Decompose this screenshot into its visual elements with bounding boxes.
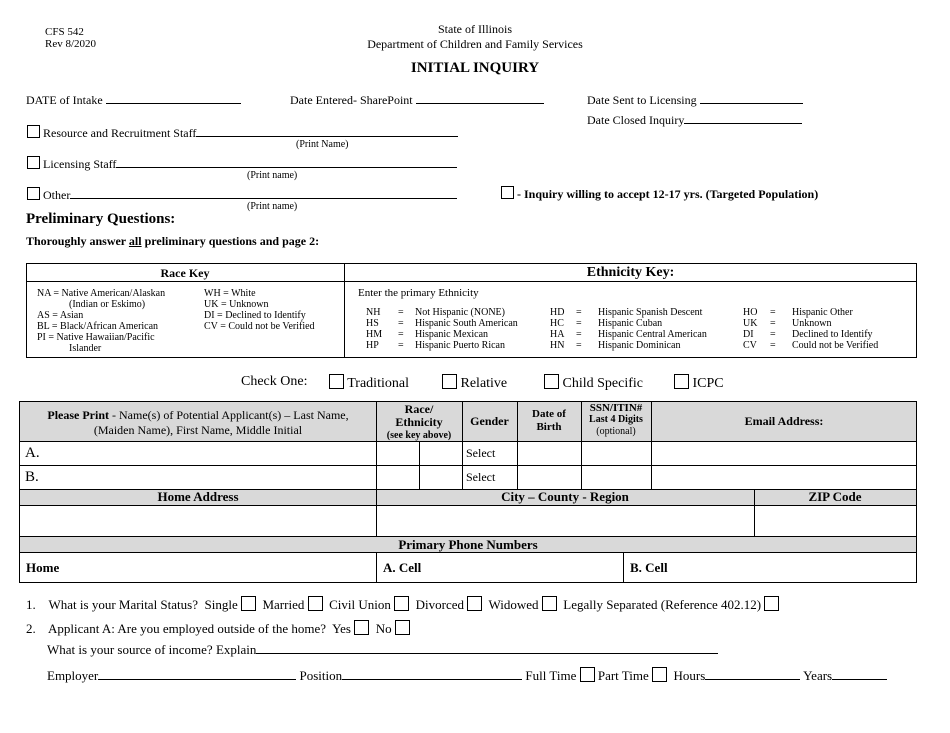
resource-staff-field[interactable] [196,124,458,137]
civil-union-label: Civil Union [329,597,391,612]
form-number: CFS 542 [45,26,84,38]
child-specific-checkbox[interactable] [544,374,559,389]
full-time-label: Full Time [525,668,577,683]
years-label: Years [803,668,833,683]
race-key-uk: UK = Unknown [204,299,269,310]
preliminary-instruction [26,234,319,249]
ethnicity-col-2 [550,307,707,351]
race-key-left [37,288,165,354]
employer-field[interactable] [98,667,296,680]
department-name: Department of Children and Family Services [367,37,583,51]
race-key-na: NA = Native American/Alaskan [37,288,166,299]
eth-desc: Hispanic Dominican [598,340,681,351]
gender-select-b[interactable]: Select [466,470,496,484]
check-one-label: Check One: [241,374,308,389]
home-address-header: Home Address [157,489,239,504]
part-time-label: Part Time [597,668,649,683]
employer-label: Employer [47,668,99,683]
other-staff-field[interactable] [70,186,457,199]
position-field[interactable] [342,667,522,680]
resource-staff-label: Resource and Recruitment Staff [43,126,197,140]
instruction-all: all [128,234,142,248]
ssn-header-1: SSN/ITIN# [589,402,643,414]
date-closed-row [587,111,802,128]
legally-separated-label: Legally Separated (Reference 402.12) [563,597,762,612]
state-name: State of Illinois [438,22,512,36]
yes-label: Yes [332,621,351,636]
preliminary-heading: Preliminary Questions: [26,211,176,227]
income-label: What is your source of income? Explain [47,642,257,657]
ethnicity-col-3 [743,307,878,351]
hours-field[interactable] [705,667,800,680]
race-key-wh: WH = White [204,288,256,299]
eth-eq: = [770,340,776,351]
eth-eq: = [576,307,582,318]
traditional-checkbox[interactable] [329,374,344,389]
race-header-2: Ethnicity [395,415,443,429]
eth-desc: Hispanic Puerto Rican [415,340,505,351]
print-name-note-3: (Print name) [247,201,298,212]
divorced-label: Divorced [415,597,464,612]
race-key-bl: BL = Black/African American [37,321,159,332]
no-label: No [375,621,392,636]
zip-header: ZIP Code [808,489,862,504]
relative-label: Relative [460,376,508,391]
date-sent-field[interactable] [700,91,803,104]
dob-header [517,408,581,434]
eth-code: CV [743,340,757,351]
widowed-checkbox[interactable] [542,596,557,611]
eth-eq: = [398,318,404,329]
home-phone-label: Home [26,560,60,575]
date-of-intake-field[interactable] [106,91,241,104]
gender-select-a[interactable]: Select [466,446,496,460]
dob-header-2: Birth [536,421,562,433]
instruction-text-2: preliminary questions and page 2: [141,234,320,248]
eth-eq: = [398,329,404,340]
yes-checkbox[interactable] [354,620,369,635]
other-staff-label: Other [43,188,71,202]
email-header: Email Address: [744,414,824,428]
cell-b-label: B. Cell [630,560,668,575]
years-field[interactable] [832,667,887,680]
eth-eq: = [576,329,582,340]
hours-label: Hours [673,668,706,683]
eth-eq: = [770,318,776,329]
income-field[interactable] [256,641,718,654]
eth-code: NH [366,307,381,318]
date-entered-row [290,91,544,108]
race-key-as: AS = Asian [37,310,84,321]
licensing-staff-row [27,155,457,172]
eth-desc: Declined to Identify [792,329,873,340]
race-header-1: Race/ [404,402,434,416]
eth-code: HD [550,307,565,318]
income-row [47,641,718,658]
date-entered-label: Date Entered- SharePoint [290,93,413,107]
page-title: INITIAL INQUIRY [410,60,540,76]
date-closed-field[interactable] [684,111,802,124]
cell-a-label: A. Cell [383,560,422,575]
single-label: Single [204,597,238,612]
dob-header-1: Date of [532,408,566,420]
date-of-intake-label: DATE of Intake [26,93,103,107]
eth-eq: = [770,307,776,318]
race-key-pi-note: Islander [69,343,102,354]
row-b-label: B. [25,469,39,485]
icpc-label: ICPC [692,376,724,391]
city-county-header: City – County - Region [501,489,629,504]
instruction-text-1: Thoroughly answer [26,234,129,248]
race-header-3: (see key above) [386,430,452,441]
legally-separated-checkbox[interactable] [764,596,779,611]
name-header-rest: - Name(s) of Potential Applicant(s) – Last Name, [109,408,349,422]
row-a-label: A. [25,445,40,461]
q2-text: Applicant A: Are you employed outside of the home? [48,621,327,636]
licensing-staff-field[interactable] [116,155,457,168]
single-checkbox[interactable] [241,596,256,611]
race-header [376,403,462,442]
ethnicity-key-heading: Ethnicity Key: [586,265,675,280]
eth-eq: = [398,307,404,318]
resource-staff-row [27,124,458,141]
eth-desc: Hispanic Spanish Descent [598,307,703,318]
eth-desc: Hispanic South American [415,318,518,329]
option-traditional[interactable] [329,374,409,392]
eth-code: HS [366,318,379,329]
eth-code: HO [743,307,758,318]
ssn-header-2: Last 4 Digits [589,414,643,425]
resource-staff-checkbox[interactable] [27,125,40,138]
other-staff-row [27,186,457,203]
eth-desc: Could not be Verified [792,340,879,351]
child-specific-label: Child Specific [562,376,643,391]
icpc-checkbox[interactable] [674,374,689,389]
race-key-di: DI = Declined to Identify [204,310,306,321]
eth-code: HC [550,318,564,329]
ssn-header-3: (optional) [596,426,636,437]
eth-code: HM [366,329,383,340]
eth-desc: Hispanic Other [792,307,853,318]
targeted-population-label: - Inquiry willing to accept 12-17 yrs. (Targeted Population) [517,187,819,201]
date-closed-label: Date Closed Inquiry [587,113,685,127]
civil-union-checkbox[interactable] [394,596,409,611]
race-key-na-note: (Indian or Eskimo) [69,299,146,310]
targeted-population-row [501,186,818,202]
question-2 [26,620,410,637]
ethnicity-instruction: Enter the primary Ethnicity [358,287,479,299]
married-label: Married [262,597,305,612]
print-name-note-1: (Print Name) [296,139,349,150]
name-header [20,408,376,438]
date-sent-row [587,91,803,108]
name-header-line2: (Maiden Name), First Name, Middle Initial [93,423,303,437]
race-key-pi: PI = Native Hawaiian/Pacific [37,332,155,343]
date-sent-label: Date Sent to Licensing [587,93,697,107]
ethnicity-col-1 [366,307,518,351]
no-checkbox[interactable] [395,620,410,635]
other-staff-checkbox[interactable] [27,187,40,200]
question-1 [26,596,779,613]
divorced-checkbox[interactable] [467,596,482,611]
ssn-header [581,402,651,438]
q1-text: What is your Marital Status? [48,597,198,612]
eth-desc: Unknown [792,318,832,329]
eth-eq: = [576,318,582,329]
part-time-checkbox[interactable] [652,667,667,682]
phone-header: Primary Phone Numbers [398,537,538,552]
option-child-specific[interactable] [544,374,643,392]
form-revision: Rev 8/2020 [45,38,97,50]
eth-desc: Not Hispanic (NONE) [415,307,505,318]
eth-desc: Hispanic Mexican [415,329,489,340]
widowed-label: Widowed [488,597,539,612]
name-header-bold: Please Print [47,408,110,422]
position-label: Position [299,668,343,683]
full-time-checkbox[interactable] [580,667,595,682]
traditional-label: Traditional [347,376,409,391]
relative-checkbox[interactable] [442,374,457,389]
q1-number: 1. [26,597,36,612]
eth-code: HA [550,329,565,340]
race-key-heading: Race Key [160,266,210,280]
gender-header: Gender [470,414,509,428]
eth-desc: Hispanic Central American [598,329,707,340]
eth-code: HP [366,340,379,351]
targeted-population-checkbox[interactable] [501,186,514,199]
print-name-note-2: (Print name) [247,170,298,181]
licensing-staff-label: Licensing Staff [43,157,117,171]
race-key-right [204,288,315,332]
employment-row [47,667,887,684]
race-key-cv: CV = Could not be Verified [204,321,315,332]
licensing-staff-checkbox[interactable] [27,156,40,169]
option-relative[interactable] [442,374,507,392]
eth-desc: Hispanic Cuban [598,318,663,329]
eth-eq: = [576,340,582,351]
eth-code: UK [743,318,758,329]
date-of-intake-row [26,91,241,108]
option-icpc[interactable] [674,374,724,392]
eth-code: HN [550,340,565,351]
eth-eq: = [770,329,776,340]
eth-eq: = [398,340,404,351]
married-checkbox[interactable] [308,596,323,611]
eth-code: DI [743,329,754,340]
date-entered-field[interactable] [416,91,544,104]
q2-number: 2. [26,621,36,636]
